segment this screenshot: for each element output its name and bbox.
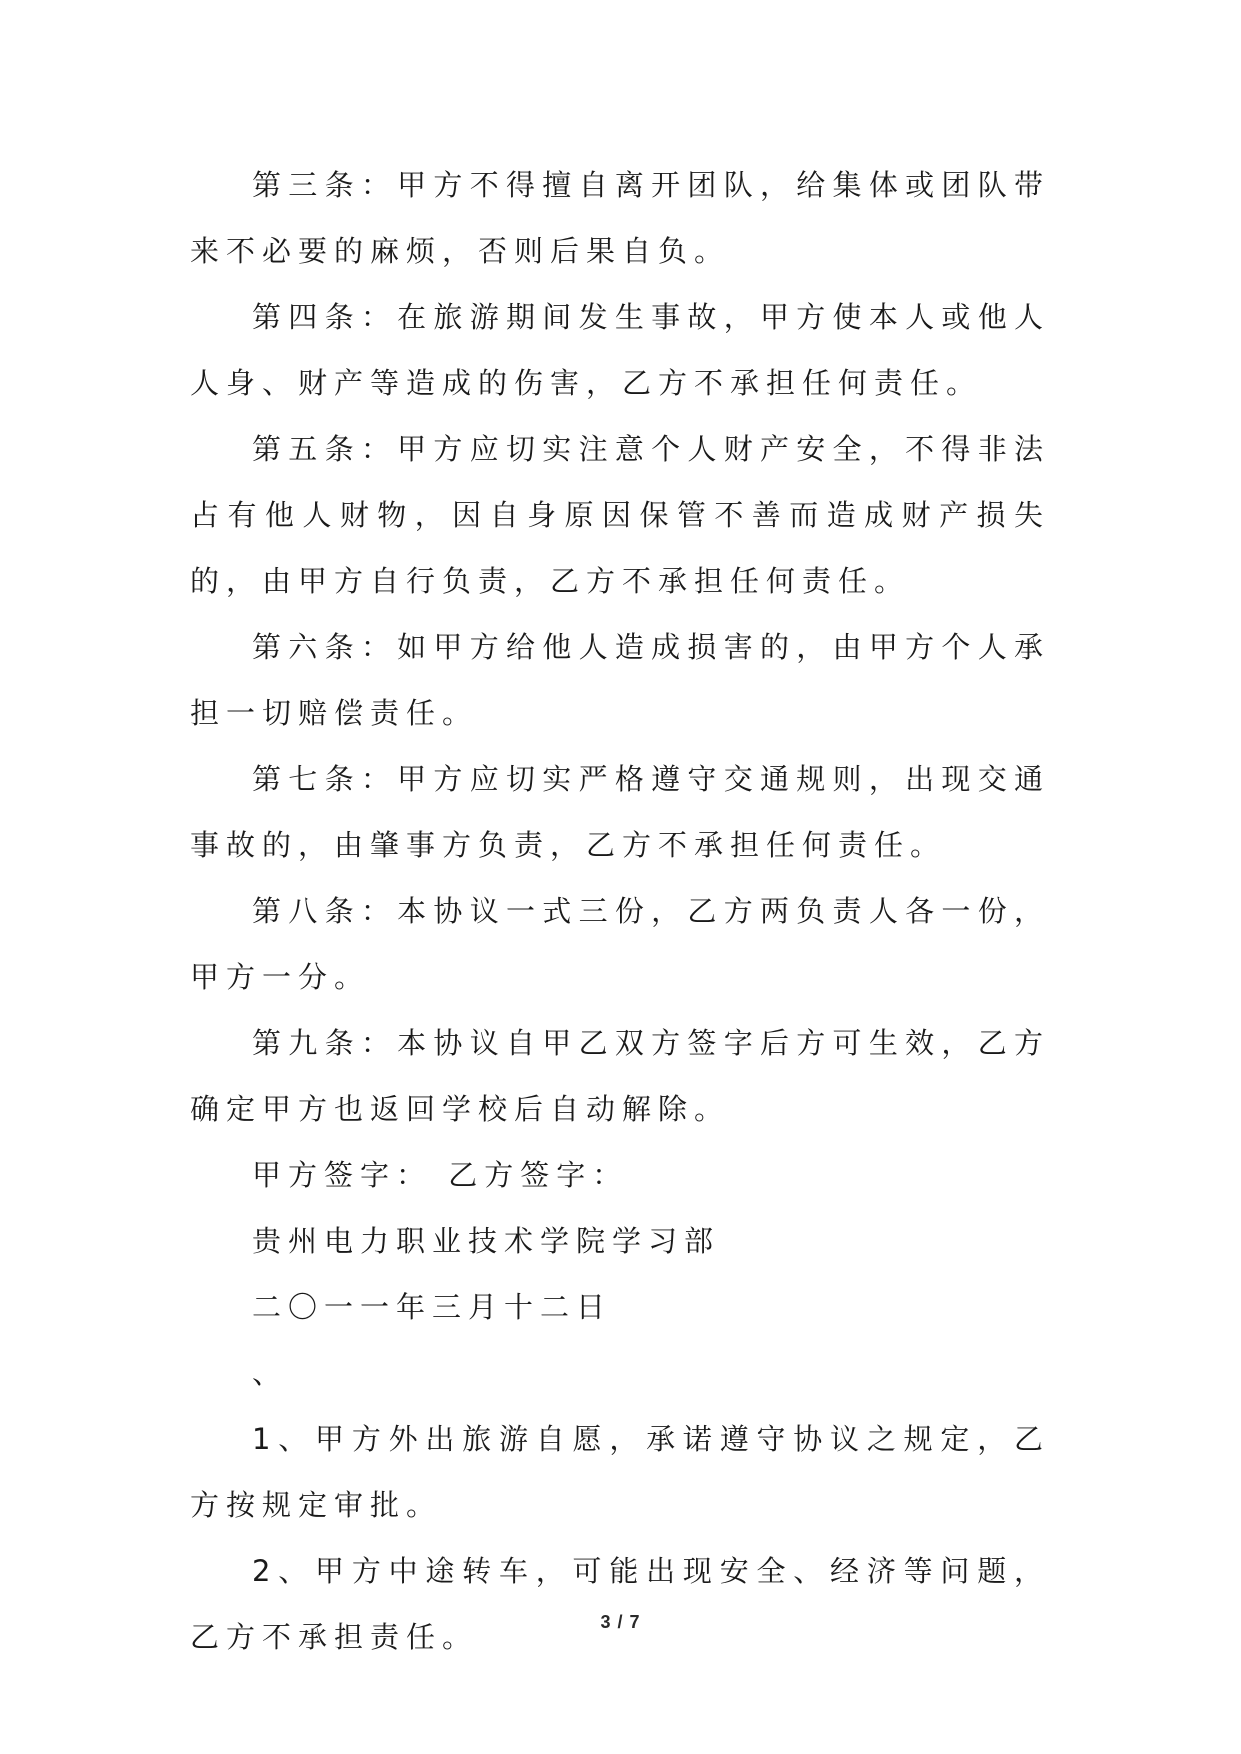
numbered-item-2: 2、甲方中途转车，可能出现安全、经济等问题，乙方不承担责任。 — [190, 1554, 1050, 1654]
signature-line: 甲方签字： 乙方签字： — [252, 1158, 629, 1192]
document-body — [190, 152, 1050, 1670]
clause-9: 第九条：本协议自甲乙双方签字后方可生效，乙方确定甲方也返回学校后自动解除。 — [190, 1026, 1050, 1126]
numbered-item-1: 1、甲方外出旅游自愿，承诺遵守协议之规定，乙方按规定审批。 — [190, 1422, 1050, 1522]
separator-mark: 、 — [252, 1356, 289, 1390]
clause-6: 第六条：如甲方给他人造成损害的，由甲方个人承担一切赔偿责任。 — [190, 630, 1050, 730]
document-date: 二〇一一年三月十二日 — [252, 1290, 613, 1324]
page-number: 3 / 7 — [600, 1612, 641, 1632]
clause-4: 第四条：在旅游期间发生事故，甲方使本人或他人人身、财产等造成的伤害，乙方不承担任何责任。 — [190, 300, 1050, 400]
organization-name: 贵州电力职业技术学院学习部 — [252, 1224, 721, 1258]
clause-8: 第八条：本协议一式三份，乙方两负责人各一份，甲方一分。 — [190, 894, 1050, 994]
clause-3: 第三条：甲方不得擅自离开团队，给集体或团队带来不必要的麻烦，否则后果自负。 — [190, 168, 1050, 268]
clause-7: 第七条：甲方应切实严格遵守交通规则，出现交通事故的，由肇事方负责，乙方不承担任何责任。 — [190, 762, 1050, 862]
clause-5: 第五条：甲方应切实注意个人财产安全，不得非法占有他人财物，因自身原因保管不善而造成财产损失的，由甲方自行负责，乙方不承担任何责任。 — [190, 432, 1050, 598]
